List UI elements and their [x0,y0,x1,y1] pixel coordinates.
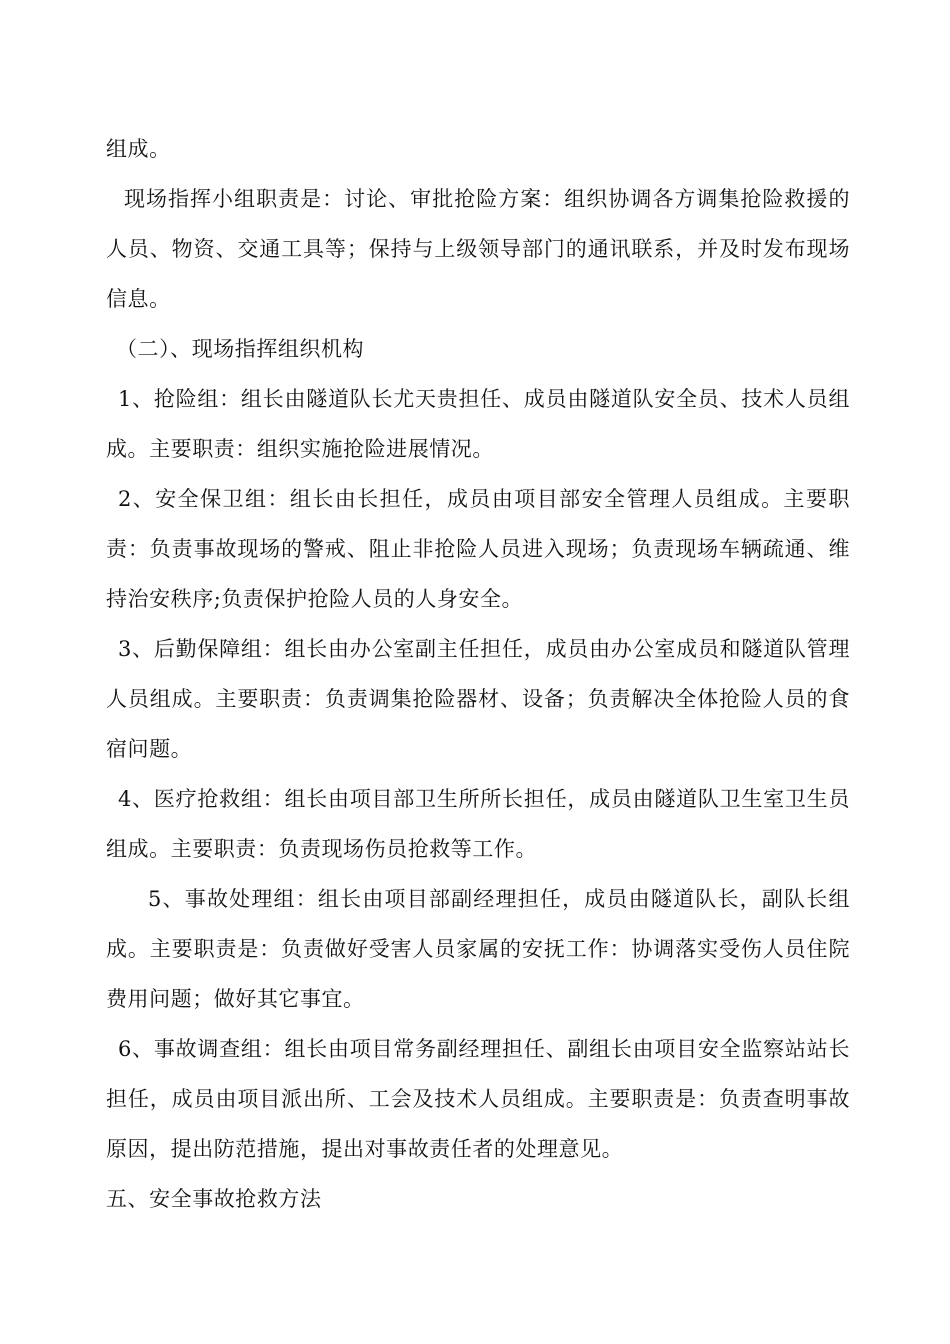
document-body [106,124,850,1224]
paragraph-rescue-group: 1、抢险组：组长由隧道队长尤天贵担任、成员由隧道队安全员、技术人员组成。主要职责：组织实施抢险进展情况。 [106,387,850,461]
section-heading-organization: （二）、现场指挥组织机构 [116,337,365,361]
paragraph-command-group-duties: 现场指挥小组职责是：讨论、审批抢险方案：组织协调各方调集抢险救援的人员、物资、交通工具等；保持与上级领导部门的通讯联系，并及时发布现场信息。 [106,187,850,311]
section-heading-rescue-methods: 五、安全事故抢救方法 [106,1187,322,1211]
paragraph-accident-handling-group: 5、事故处理组：组长由项目部副经理担任，成员由隧道队长，副队长组成。主要职责是：负责做好受害人员家属的安抚工作：协调落实受伤人员住院费用问题；做好其它事宜。 [106,887,850,1011]
paragraph-security-group: 2、安全保卫组：组长由长担任，成员由项目部安全管理人员组成。主要职责：负责事故现场的警戒、阻止非抢险人员进入现场；负责现场车辆疏通、维持治安秩序;负责保护抢险人员的人身安全。 [106,487,850,611]
paragraph-investigation-group: 6、事故调查组：组长由项目常务副经理担任、副组长由项目安全监察站站长担任，成员由项目派出所、工会及技术人员组成。主要职责是：负责查明事故原因，提出防范措施，提出对事故责任者的处理意见。 [106,1037,850,1161]
paragraph-continuation: 组成。 [106,137,171,161]
paragraph-logistics-group: 3、后勤保障组：组长由办公室副主任担任，成员由办公室成员和隧道队管理人员组成。主要职责：负责调集抢险器材、设备；负责解决全体抢险人员的食宿问题。 [106,637,850,761]
paragraph-medical-group: 4、医疗抢救组：组长由项目部卫生所所长担任，成员由隧道队卫生室卫生员组成。主要职责：负责现场伤员抢救等工作。 [106,787,850,861]
